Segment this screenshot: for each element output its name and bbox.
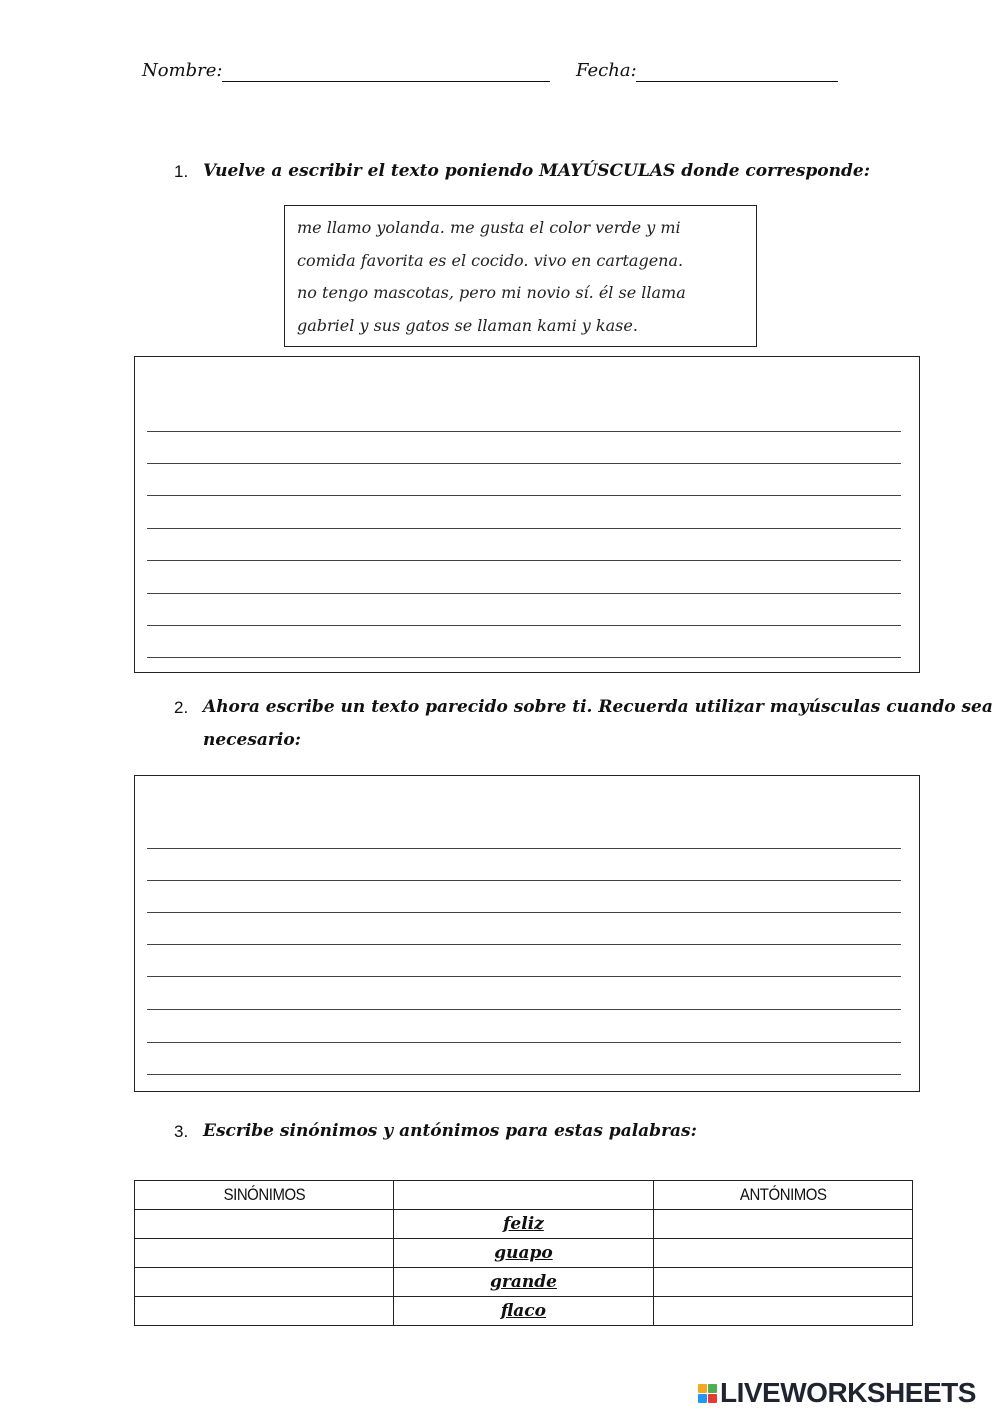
synonym-input[interactable] <box>135 1297 394 1326</box>
word-cell: grande <box>394 1268 653 1297</box>
antonym-input[interactable] <box>653 1210 912 1239</box>
writing-line <box>147 528 901 529</box>
antonym-input[interactable] <box>653 1268 912 1297</box>
exercise-1-number: 1. <box>174 162 189 181</box>
word-header <box>394 1181 653 1210</box>
exercise-3-number: 3. <box>174 1122 189 1141</box>
synonyms-antonyms-table <box>134 1180 913 1326</box>
table-row <box>135 1239 913 1268</box>
own-text-answer-box[interactable] <box>134 775 920 1092</box>
word-cell: flaco <box>394 1297 653 1326</box>
logo-text: LIVEWORKSHEETS <box>720 1377 976 1408</box>
writing-line <box>147 1009 901 1010</box>
synonym-input[interactable] <box>135 1210 394 1239</box>
sample-line: gabriel y sus gatos se llaman kami y kase. <box>297 315 638 335</box>
sample-line: no tengo mascotas, pero mi novio sí. él se llama <box>297 283 686 302</box>
writing-line <box>147 880 901 881</box>
sample-line: me llamo yolanda. me gusta el color verde y mi <box>297 218 681 237</box>
rewrite-answer-box[interactable] <box>134 356 920 673</box>
exercise-3-instruction: Escribe sinónimos y antónimos para estas palabras: <box>203 1121 697 1141</box>
logo-square <box>698 1394 707 1403</box>
sample-text <box>285 206 756 348</box>
writing-line <box>147 495 901 496</box>
writing-line <box>147 463 901 464</box>
exercise-2-instruction-line-2: necesario: <box>203 730 301 750</box>
liveworksheets-logo <box>698 1378 976 1408</box>
antonyms-header: ANTÓNIMOS <box>653 1181 912 1210</box>
writing-line <box>147 560 901 561</box>
synonym-input[interactable] <box>135 1239 394 1268</box>
date-field[interactable] <box>636 63 838 82</box>
writing-line <box>147 1042 901 1043</box>
exercise-2-instruction-line-1: Ahora escribe un texto parecido sobre ti. Recuerda utilizar mayúsculas cuando sea <box>203 697 993 717</box>
table-row <box>135 1210 913 1239</box>
exercise-2-number: 2. <box>174 698 189 717</box>
writing-line <box>147 431 901 432</box>
word-cell: feliz <box>394 1210 653 1239</box>
sample-text-box <box>284 205 757 347</box>
sample-line: comida favorita es el cocido. vivo en cartagena. <box>297 250 684 270</box>
writing-line <box>147 944 901 945</box>
writing-line <box>147 912 901 913</box>
logo-square <box>708 1384 717 1393</box>
writing-line <box>147 848 901 849</box>
name-label: Nombre: <box>142 60 223 81</box>
synonym-input[interactable] <box>135 1268 394 1297</box>
logo-square <box>698 1384 707 1393</box>
exercise-2-instruction <box>203 691 993 757</box>
logo-square <box>708 1394 717 1403</box>
table-row <box>135 1297 913 1326</box>
exercise-1-instruction: Vuelve a escribir el texto poniendo MAYÚSCULAS donde corresponde: <box>203 161 870 181</box>
writing-line <box>147 657 901 658</box>
writing-line <box>147 1074 901 1075</box>
date-label: Fecha: <box>576 60 637 81</box>
table-row <box>135 1268 913 1297</box>
word-cell: guapo <box>394 1239 653 1268</box>
name-field[interactable] <box>222 63 550 82</box>
writing-line <box>147 593 901 594</box>
liveworksheets-logo-icon <box>698 1384 717 1403</box>
writing-line <box>147 976 901 977</box>
table-header-row <box>135 1181 913 1210</box>
antonym-input[interactable] <box>653 1297 912 1326</box>
antonym-input[interactable] <box>653 1239 912 1268</box>
writing-line <box>147 625 901 626</box>
synonyms-header: SINÓNIMOS <box>135 1181 394 1210</box>
